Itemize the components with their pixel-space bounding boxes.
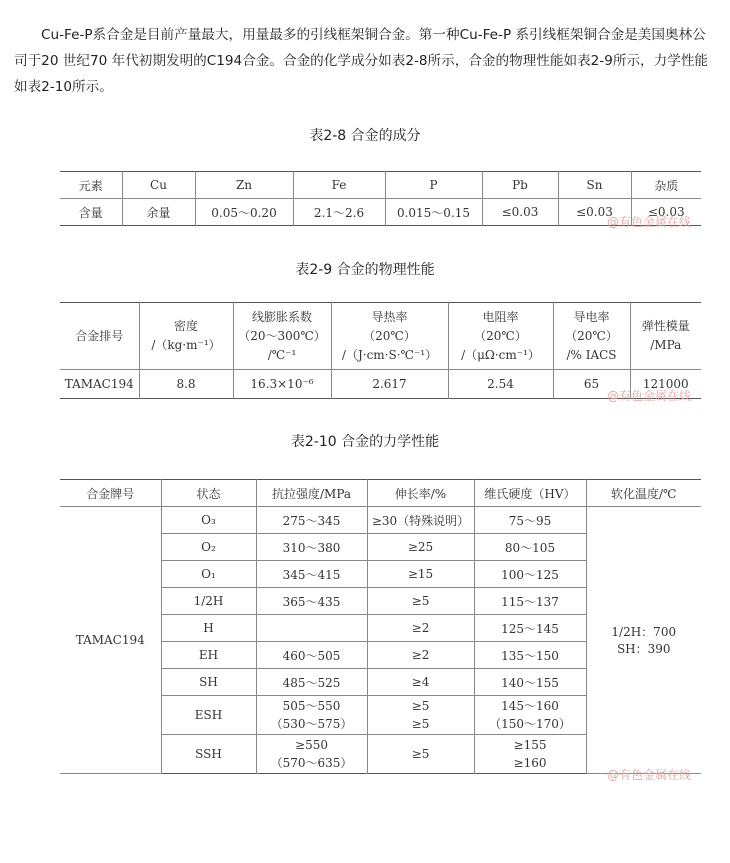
state-cell: SH <box>161 669 256 696</box>
header-cell: 抗拉强度/MPa <box>256 480 367 507</box>
header-cell <box>60 303 139 370</box>
header-line: 合金排号 <box>75 328 124 343</box>
table-cell: 310～380 <box>256 534 367 561</box>
table-cell <box>367 696 474 735</box>
header-cell: Zn <box>195 172 293 199</box>
table-header-row <box>60 480 701 507</box>
table-cell: 余量 <box>122 199 195 226</box>
table-cell: ≥2 <box>367 615 474 642</box>
header-cell: 合金牌号 <box>60 480 161 507</box>
cell-line: ≥155 <box>513 738 547 752</box>
header-condition: （20～300℃） <box>238 328 326 343</box>
header-cell: 软化温度/℃ <box>586 480 701 507</box>
header-condition: （20℃） <box>565 328 618 343</box>
table-cell: ≥25 <box>367 534 474 561</box>
table-header-row <box>60 303 701 370</box>
table-cell: 8.8 <box>139 370 233 399</box>
header-unit: /（J·cm·S·℃⁻¹） <box>341 347 438 362</box>
header-cell: 元素 <box>60 172 122 199</box>
table-cell: 125～145 <box>474 615 586 642</box>
table2-caption: 表2-9 合金的物理性能 <box>295 262 435 278</box>
table-cell: ≥15 <box>367 561 474 588</box>
composition-table <box>60 171 701 226</box>
table-cell: 140～155 <box>474 669 586 696</box>
table-cell: TAMAC194 <box>60 370 139 399</box>
state-cell: 1/2H <box>161 588 256 615</box>
header-cell <box>448 303 553 370</box>
table-cell: 16.3×10⁻⁶ <box>233 370 331 399</box>
table-cell: ≥5 <box>367 588 474 615</box>
table-cell: 2.54 <box>448 370 553 399</box>
header-unit: /（μΩ·cm⁻¹） <box>461 347 540 362</box>
alloy-cell: TAMAC194 <box>60 507 161 774</box>
table-cell: ≤0.03 <box>482 199 558 226</box>
table-cell <box>256 735 367 774</box>
mechanical-properties-table <box>60 479 701 774</box>
state-cell: O₁ <box>161 561 256 588</box>
table-row <box>60 370 701 399</box>
header-line: 密度 <box>173 319 198 333</box>
header-line: 电阻率 <box>482 309 519 324</box>
table-cell: 121000 <box>630 370 701 399</box>
header-line: 导电率 <box>573 309 610 324</box>
table-cell <box>256 696 367 735</box>
header-condition: （20℃） <box>363 328 416 343</box>
header-unit: /% IACS <box>566 347 617 362</box>
table-row <box>60 507 701 534</box>
table-cell: 460～505 <box>256 642 367 669</box>
watermark: @有色金属在线 <box>607 768 692 782</box>
table-cell: 485～525 <box>256 669 367 696</box>
intro-paragraph: Cu-Fe-P系合金是目前产量最大，用量最多的引线框架铜合金。第一种Cu-Fe-P 系引线框架铜合金是美国奥林公司于20 世纪70 年代初期发明的C194合金。合金的化学成分如表2-8所示，合金的物理性能如表2-9所示，力学性能如表2-10所示。 <box>14 27 709 95</box>
header-unit: /MPa <box>650 338 682 352</box>
cell-line: 505～550 <box>282 699 341 713</box>
header-cell: Cu <box>122 172 195 199</box>
softening-line: 1/2H：700 <box>611 625 677 639</box>
table-cell <box>474 696 586 735</box>
table-cell: 115～137 <box>474 588 586 615</box>
header-cell: Sn <box>558 172 631 199</box>
header-cell: 状态 <box>161 480 256 507</box>
softening-line: SH：390 <box>616 642 671 656</box>
state-cell: O₂ <box>161 534 256 561</box>
watermark: @有色金属在线 <box>607 389 692 403</box>
table-cell: 365～435 <box>256 588 367 615</box>
cell-line: （150～170） <box>489 717 571 731</box>
header-line: 导热率 <box>371 309 408 324</box>
state-cell: SSH <box>161 735 256 774</box>
cell-line: ≥550 <box>295 738 328 752</box>
table-cell: ≤0.03 <box>558 199 631 226</box>
table-cell: ≤0.03 <box>631 199 701 226</box>
table-cell: 100～125 <box>474 561 586 588</box>
table-cell: 80～105 <box>474 534 586 561</box>
header-cell <box>630 303 701 370</box>
table3-caption: 表2-10 合金的力学性能 <box>290 434 440 450</box>
cell-line: （570～635） <box>270 756 353 770</box>
table-cell: 0.05～0.20 <box>195 199 293 226</box>
table-cell <box>474 735 586 774</box>
softening-cell <box>586 507 701 774</box>
header-cell <box>553 303 630 370</box>
table-cell: 2.617 <box>331 370 448 399</box>
header-line: 弹性模量 <box>641 319 690 333</box>
header-cell: 杂质 <box>631 172 701 199</box>
cell-line: ≥5 <box>411 699 430 713</box>
state-cell: H <box>161 615 256 642</box>
header-cell <box>331 303 448 370</box>
table-header-row <box>60 172 701 199</box>
header-cell: Pb <box>482 172 558 199</box>
header-cell: Fe <box>293 172 385 199</box>
state-cell: EH <box>161 642 256 669</box>
header-cell <box>139 303 233 370</box>
header-unit: /℃⁻¹ <box>267 347 297 362</box>
header-cell: 维氏硬度（HV） <box>474 480 586 507</box>
table-cell: ≥30（特殊说明） <box>367 507 474 534</box>
cell-line: ≥160 <box>513 756 547 770</box>
table-cell: 含量 <box>60 199 122 226</box>
table-cell: 0.015～0.15 <box>385 199 482 226</box>
header-condition: （20℃） <box>474 328 527 343</box>
header-cell <box>233 303 331 370</box>
table-cell: ≥5 <box>367 735 474 774</box>
table-cell: 275～345 <box>256 507 367 534</box>
cell-line: 145～160 <box>501 699 559 713</box>
table-cell: ≥4 <box>367 669 474 696</box>
header-line: 线膨胀系数 <box>251 309 312 324</box>
state-cell: O₃ <box>161 507 256 534</box>
state-cell: ESH <box>161 696 256 735</box>
table-cell: 2.1～2.6 <box>293 199 385 226</box>
table1-caption: 表2-8 合金的成分 <box>309 128 421 144</box>
header-cell: 伸长率/% <box>367 480 474 507</box>
watermark: @有色金属在线 <box>607 215 692 229</box>
table-cell <box>256 615 367 642</box>
table-cell: 65 <box>553 370 630 399</box>
cell-line: ≥5 <box>411 717 430 731</box>
table-cell: 75～95 <box>474 507 586 534</box>
table-cell: 135～150 <box>474 642 586 669</box>
cell-line: （530～575） <box>270 717 353 731</box>
table-row <box>60 199 701 226</box>
physical-properties-table <box>60 302 701 399</box>
header-unit: /（kg·m⁻¹） <box>151 338 221 352</box>
table-cell: 345～415 <box>256 561 367 588</box>
table-cell: ≥2 <box>367 642 474 669</box>
header-cell: P <box>385 172 482 199</box>
